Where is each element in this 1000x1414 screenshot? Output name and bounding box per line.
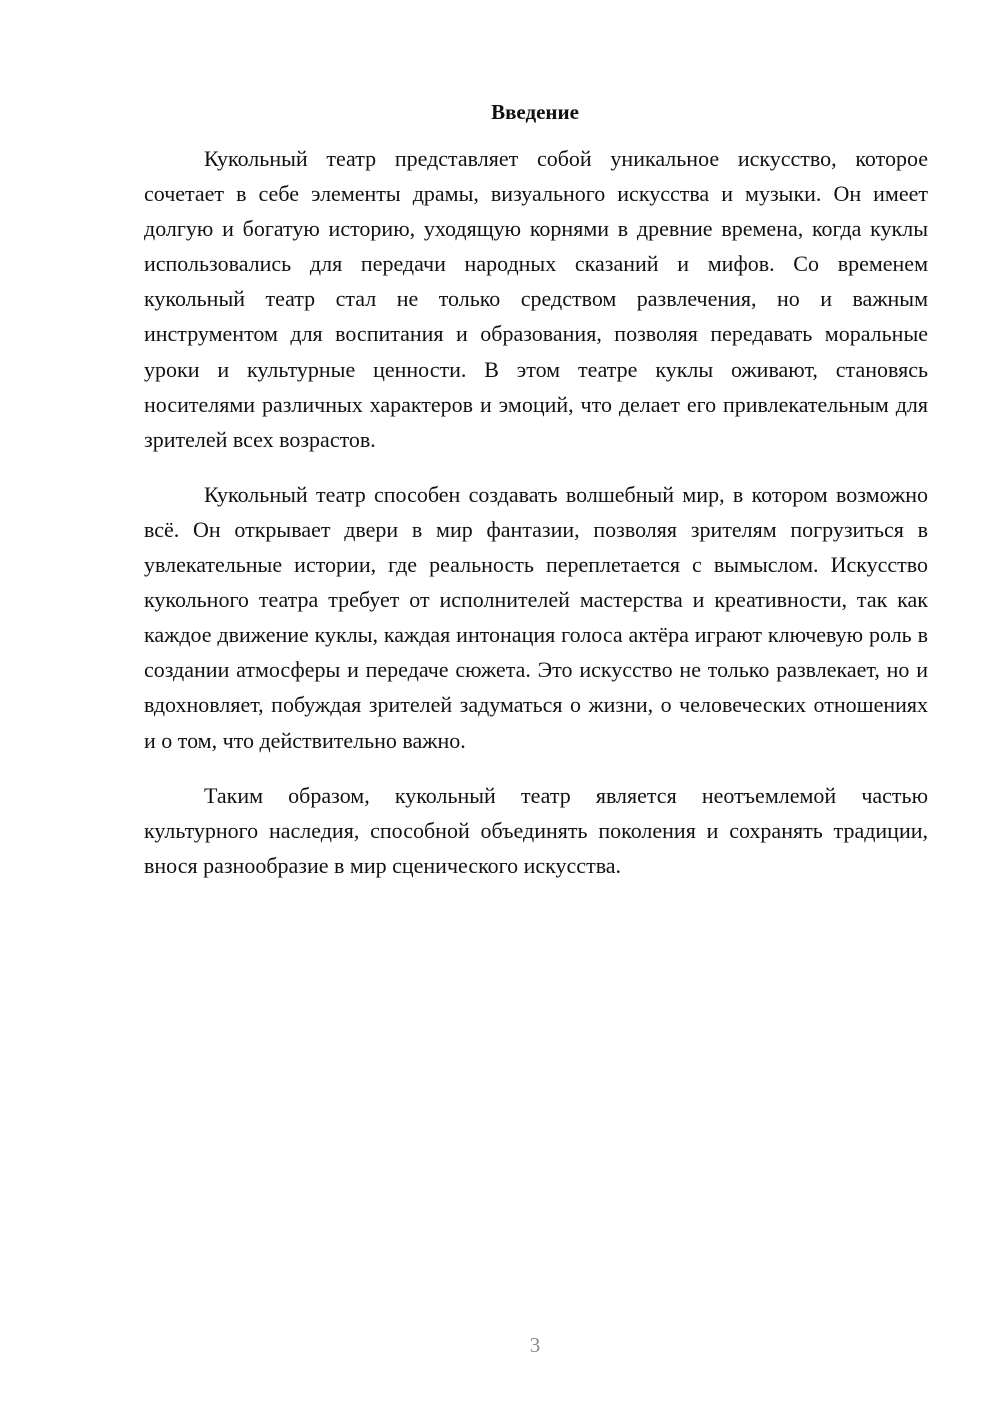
paragraph-1: Кукольный театр представляет собой уникальное искусство, которое сочетает в себе элементы драмы, визуального искусства и музыки. Он имеет долгую и богатую историю, уходящую корнями в древние времена, когда куклы использовались для передачи народных сказаний и мифов. Со временем кукольный театр стал не только средством развлечения, но и важным инструментом для воспитания и образования, позволяя передавать моральные уроки и культурные ценности. В этом театре куклы оживают, становясь носителями различных характеров и эмоций, что делает его привлекательным для зрителей всех возрастов. [144,146,928,452]
body-text [144,141,928,903]
section-heading: Введение [491,100,579,124]
page-number: 3 [529,1333,541,1357]
paragraph-3: Таким образом, кукольный театр является неотъемлемой частью культурного наследия, способной объединять поколения и сохранять традиции, внося разнообразие в мир сценического искусства. [144,782,928,878]
paragraph-2: Кукольный театр способен создавать волшебный мир, в котором возможно всё. Он открывает двери в мир фантазии, позволяя зрителям погрузиться в увлекательные истории, где реальность переплетается с вымыслом. Искусство кукольного театра требует от исполнителей мастерства и креативности, так как каждое движение куклы, каждая интонация голоса актёра играют ключевую роль в создании атмосферы и передаче сюжета. Это искусство не только развлекает, но и вдохновляет, побуждая зрителей задуматься о жизни, о человеческих отношениях и о том, что действительно важно. [144,481,928,753]
